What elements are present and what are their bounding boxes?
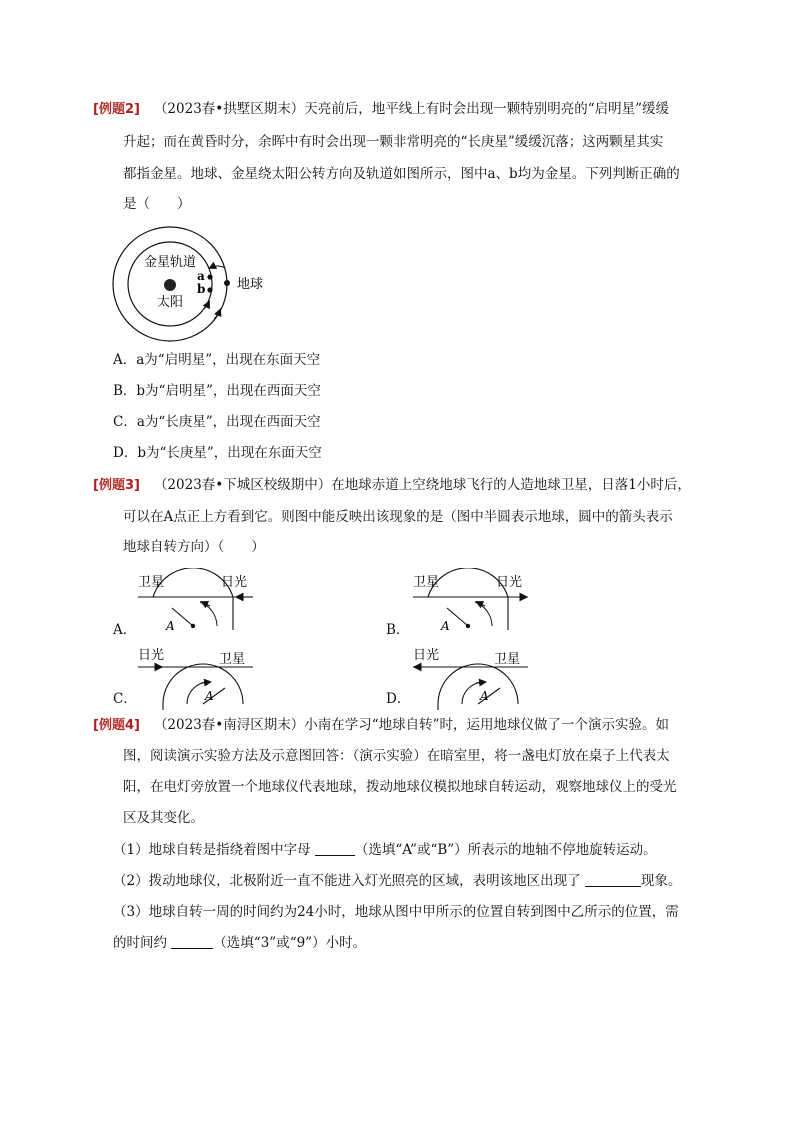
earth-center <box>191 624 195 628</box>
rotation-arrow <box>476 682 485 683</box>
sunlight-label: 日光 <box>413 648 440 663</box>
ex4-q2 <box>113 871 681 891</box>
earth-center <box>466 624 470 628</box>
satellite-label: 卫星 <box>413 575 440 590</box>
earth-label: 地球 <box>237 277 264 292</box>
sun-dot <box>164 279 176 291</box>
ex3-option-d-letter: D． <box>386 691 411 707</box>
sunlight-label: 日光 <box>138 648 165 663</box>
sunlight-label: 日光 <box>221 575 248 590</box>
earth-semicircle <box>438 664 518 710</box>
ex2-option-b: B．b为“启明星”，出现在西面天空 <box>113 383 321 399</box>
point-a-label: A <box>441 619 450 633</box>
point-a-label: A <box>480 689 489 703</box>
ex4-line-4: 区及其变化。 <box>123 810 204 826</box>
ex3-line-2: 可以在A点正上方看到它。则图中能反映出该现象的是（图中半圆表示地球，圆中的箭头表示 <box>123 509 673 525</box>
satellite-label: 卫星 <box>494 652 521 667</box>
ex4-q3-blank[interactable] <box>171 934 213 949</box>
point-a-line <box>172 608 193 626</box>
ex2-option-a: A．a为“启明星”，出现在东面天空 <box>113 352 321 368</box>
ex4-q2-before: （2）拨动地球仪，北极附近一直不能进入灯光照亮的区域，表明该地区出现了 <box>113 873 585 889</box>
point-a-label: A <box>205 689 214 703</box>
earth-orbit-arrow <box>214 310 220 319</box>
rotation-arrow <box>201 682 210 683</box>
venus-orbit-arrow <box>204 302 209 309</box>
ex2-option-c: C．a为“长庚星”，出现在西面天空 <box>113 414 321 430</box>
earth-rotation-arrow <box>210 266 225 268</box>
ex3-text-1: （2023春•下城区校级期中）在地球赤道上空绕地球飞行的人造地球卫星，日落1小时后， <box>153 477 691 493</box>
ex4-q3-line-1: （3）地球自转一周的时间约为24小时，地球从图中甲所示的位置自转到图中乙所示的位置，需 <box>113 904 679 920</box>
ex2-tag: [例题2] <box>93 102 140 117</box>
ex4-text-1: （2023春•南浔区期末）小南在学习“地球自转”时，运用地球仪做了一个演示实验。如 <box>153 717 670 733</box>
ex4-q2-blank[interactable] <box>585 872 641 887</box>
ex3-line-1 <box>93 475 691 496</box>
ex2-option-d: D．b为“长庚星”，出现在东面天空 <box>113 445 322 461</box>
sunlight-label: 日光 <box>496 575 523 590</box>
ex4-line-3: 阳，在电灯旁放置一个地球仪代表地球，拨动地球仪模拟地球自转运动，观察地球仪上的受光 <box>123 779 677 795</box>
venus-orbit-label: 金星轨道 <box>144 255 197 270</box>
orbit-diagram <box>108 224 278 344</box>
ex3-option-c-figure <box>135 642 260 712</box>
ex2-line-1 <box>93 99 669 120</box>
ex4-q2-after: 现象。 <box>640 873 682 889</box>
ex4-q1-blank[interactable] <box>315 841 355 856</box>
ex4-q1-before: （1）地球自转是指绕着图中字母 <box>113 842 315 858</box>
ex2-line-4: 是（ ） <box>123 196 191 212</box>
label-a: a <box>197 269 205 283</box>
ex3-option-c-letter: C． <box>113 691 137 707</box>
ex3-tag: [例题3] <box>93 478 140 493</box>
ex2-line-3: 都指金星。地球、金星绕太阳公转方向及轨道如图所示，图中a、b均为金星。下列判断正确的 <box>123 166 680 182</box>
venus-a-dot <box>207 274 212 279</box>
ex3-option-b-figure <box>410 568 535 638</box>
ex4-q1-after: （选填“A”或“B”）所表示的地轴不停地旋转运动。 <box>354 842 657 858</box>
ex4-q3-before: 的时间约 <box>113 935 172 951</box>
point-a-line <box>447 608 468 626</box>
ex3-option-b-letter: B． <box>386 622 410 638</box>
satellite-label: 卫星 <box>138 575 165 590</box>
earth-dot <box>224 280 230 286</box>
ex4-line-1 <box>93 715 669 736</box>
ex4-q3-line-2 <box>113 933 366 953</box>
venus-b-dot <box>207 287 212 292</box>
ex2-line-2: 升起；而在黄昏时分，余晖中有时会出现一颗非常明亮的“长庚星”缓缓沉落；这两颗星其实 <box>123 134 664 150</box>
ex4-tag: [例题4] <box>93 718 140 733</box>
ex3-option-d-figure <box>410 642 535 712</box>
earth-semicircle <box>163 664 243 710</box>
ex3-option-a-letter: A． <box>113 622 137 638</box>
ex2-text-1: （2023春•拱墅区期末）天亮前后，地平线上有时会出现一颗特别明亮的“启明星”缓缓 <box>153 101 670 117</box>
ex4-q1 <box>113 840 657 860</box>
ex3-option-a-figure <box>135 568 260 638</box>
sun-label: 太阳 <box>157 295 184 310</box>
ex4-q3-after: （选填“3”或“9”）小时。 <box>213 935 367 951</box>
satellite-label: 卫星 <box>219 652 246 667</box>
label-b: b <box>197 282 206 296</box>
ex4-line-2: 图，阅读演示实验方法及示意图回答：（演示实验）在暗室里，将一盏电灯放在桌子上代表太 <box>123 748 670 764</box>
ex3-line-3: 地球自转方向）（ ） <box>123 539 265 555</box>
point-a-label: A <box>166 619 175 633</box>
